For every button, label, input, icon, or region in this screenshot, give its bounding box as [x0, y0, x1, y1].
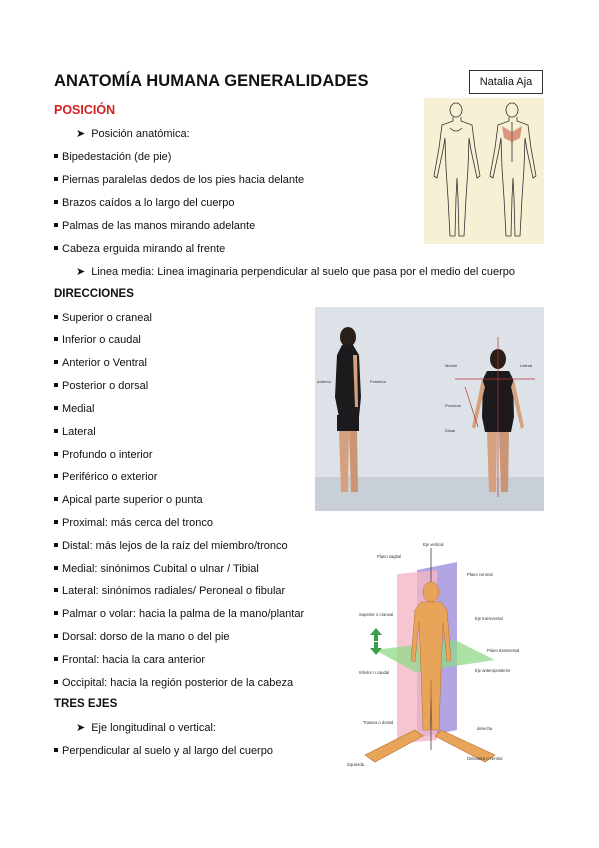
list-item: Periférico o exterior: [54, 470, 157, 484]
list-item: Perpendicular al suelo y al largo del cuerpo: [54, 744, 273, 758]
list-item: Brazos caídos a lo largo del cuerpo: [54, 196, 234, 210]
directions-photo: [315, 307, 544, 511]
list-item: Anterior o Ventral: [54, 356, 147, 370]
list-item: Inferior o caudal: [54, 333, 141, 347]
ejes-sub-label: Eje longitudinal o vertical:: [91, 722, 216, 734]
label-eje-transversal: Eje transversal: [475, 616, 503, 621]
ejes-subheading: [76, 721, 216, 735]
list-item: Lateral: sinónimos radiales/ Peroneal o fibular: [54, 584, 285, 598]
label-trasera: Trasera o dorsal: [363, 720, 394, 725]
list-item: Dorsal: dorso de la mano o del pie: [54, 630, 230, 644]
arrow-icon: ➤: [76, 128, 86, 140]
label-plano-transversal: Plano transversal: [487, 648, 520, 653]
page-title: ANATOMÍA HUMANA GENERALIDADES: [54, 72, 369, 90]
list-item: Apical parte superior o punta: [54, 493, 203, 507]
posicion-subheading: [76, 127, 190, 141]
arrow-icon: ➤: [76, 722, 86, 734]
list-item: Bipedestación (de pie): [54, 150, 171, 164]
svg-text:Proximal: Proximal: [445, 403, 461, 408]
label-derecha: derecha: [477, 726, 493, 731]
svg-text:Anterior: Anterior: [317, 379, 332, 384]
list-item: Palmas de las manos mirando adelante: [54, 219, 255, 233]
list-item: Superior o craneal: [54, 311, 152, 325]
svg-text:Posterior: Posterior: [370, 379, 387, 384]
list-item: Posterior o dorsal: [54, 379, 148, 393]
svg-text:Distal: Distal: [445, 428, 456, 433]
list-item: Distal: más lejos de la raíz del miembro/tronco: [54, 539, 288, 553]
list-item: Occipital: hacia la región posterior de la cabeza: [54, 676, 293, 690]
label-eje-vertical: Eje vertical: [423, 542, 444, 547]
label-eje-anteroposterior: Eje anteroposterior: [475, 668, 511, 673]
linea-media-text: Linea media: Linea imaginaria perpendicular al suelo que pasa por el medio del cuerpo: [91, 266, 515, 278]
posicion-sub-label: Posición anatómica:: [91, 128, 190, 140]
label-plano-sagital: Plano sagital: [377, 554, 401, 559]
list-item: Proximal: más cerca del tronco: [54, 516, 213, 530]
list-item: Palmar o volar: hacia la palma de la mano/plantar: [54, 607, 304, 621]
list-item: Lateral: [54, 425, 96, 439]
arrow-icon: ➤: [76, 266, 86, 278]
list-item: Frontal: hacia la cara anterior: [54, 653, 205, 667]
list-item: Piernas paralelas dedos de los pies hacia delante: [54, 173, 304, 187]
list-item: Profundo o interior: [54, 448, 153, 462]
body-planes-diagram: [345, 540, 520, 770]
list-item: Medial: sinónimos Cubital o ulnar / Tibial: [54, 562, 259, 576]
section-heading-posicion: POSICIÓN: [54, 103, 116, 117]
section-heading-direcciones: DIRECCIONES: [54, 288, 134, 300]
anatomical-position-illustration: [424, 98, 544, 244]
list-item: Cabeza erguida mirando al frente: [54, 242, 225, 256]
label-inferior: Inferior o caudal: [359, 670, 390, 675]
section-heading-ejes: TRES EJES: [54, 698, 118, 710]
svg-text:Medial: Medial: [445, 363, 457, 368]
label-izquierda: izquierda: [347, 762, 364, 767]
label-superior: Superior o craneal: [359, 612, 394, 617]
svg-text:Lateral: Lateral: [520, 363, 533, 368]
list-item: Medial: [54, 402, 94, 416]
label-plano-coronal: Plano coronal: [467, 572, 493, 577]
linea-media-line: [76, 265, 515, 279]
author-box: Natalia Aja: [469, 70, 543, 94]
label-delantera: Delantera o ventral: [467, 756, 503, 761]
